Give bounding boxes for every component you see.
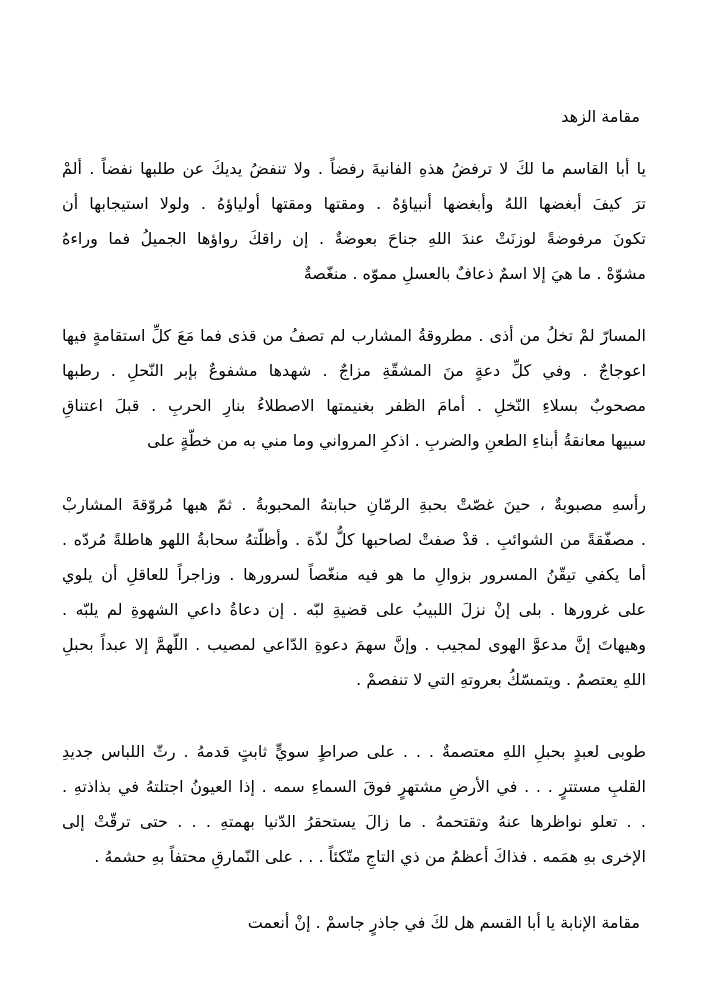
- text-line: ترَ كيفَ أبغضها اللهُ وأبغضها أنبياؤهُ . ومقتها ومقتها أولياؤهُ . ولولا استيجابها أن: [62, 194, 646, 213]
- text-line: . . تعلو نواظرها عنهُ وتقتحمهُ . ما زالَ يستحقرُ الدّنيا بهمتهِ . . . حتى ترقّتْ إلى: [62, 812, 646, 831]
- text-line: مصحوبٌ بسلاءِ النّخلِ . أمامَ الظفر بغنيمتها الاصطلاءُ بنارِ الحربِ . قبلَ اعتناقِ: [62, 396, 646, 415]
- text-line: على غرورها . بلى إنْ نزلَ اللبيبُ على قضيةِ لبّه . إن دعاةُ داعي الشهوةِ لم يلبّه .: [62, 600, 646, 619]
- text-line: القلبِ مستترٍ . . . في الأرضِ مشتهرٍ فوقَ السماءِ سمه . إذا العيونُ اجتلتهُ في بذاذتهِ .: [62, 777, 646, 796]
- text-line: طوبى لعبدٍ بحبلِ اللهِ معتصمةٌ . . . على صراطٍ سويٍّ ثابتٍ قدمهُ . رثّ اللباس جديدِ: [62, 742, 646, 761]
- text-line: الإخرى بهِ همَمه . فذاكَ أعظمُ من ذي التاجِ متّكئاً . . . على النّمارقِ محتفاً بهِ حشمهُ .: [94, 847, 646, 866]
- paragraph-2: [62, 318, 646, 458]
- text-line: مشوّهْ . ما هيَ إلا اسمٌ ذعافٌ بالعسلِ مموّه . منغّصةٌ: [303, 264, 646, 283]
- closing-line: مقامة الإنابة يا أبا القسم هل لكَ في جاذرٍ جاسمْ . إنْ أنعمت: [247, 913, 640, 932]
- paragraph-4: [62, 734, 646, 874]
- paragraph-1: [62, 151, 646, 291]
- text-line: رأسهِ مصبوبةٌ ، حينَ غصّتْ بحبةِ الرمّانِ حبابتهُ المحبوبةُ . ثمّ هبها مُروّقةَ المشاربْ: [62, 495, 646, 514]
- text-line: يا أبا القاسم ما لكَ لا ترفضُ هذهِ الفانيةَ رفضاً . ولا تنفضُ يديكَ عن طلبها نفضاً . ألمْ: [62, 159, 646, 178]
- text-line: أما يكفي تيقّنُ المسرور بزوالِ ما هو فيه منغّصاً لسرورها . وزاجراً للعاقلِ أن يلوي: [62, 565, 646, 584]
- document-heading: مقامة الزهد: [561, 107, 640, 126]
- text-line: تكونَ مرفوضةً لوزنَتْ عندَ اللهِ جناحَ بعوضةٌ . إن راقكَ رواؤها الجميلُ فما وراءهُ: [62, 229, 646, 248]
- text-line: . مصفّقةً من الشوائبِ . قدْ صفتْ لصاحبها كلُّ لذّة . وأظلّتهُ سحابةُ اللهو هاطلةً مُردّه .: [62, 530, 646, 549]
- text-line: سبيها معانقةُ أبناءِ الطعنِ والضربِ . اذكرِ المرواني وما مني به من خطّةٍ على: [147, 431, 646, 450]
- text-line: اللهِ يعتصمُ . ويتمسّكُ بعروتهِ التي لا تنفصمْ .: [356, 670, 646, 689]
- text-line: اعوجاجٌ . وفي كلِّ دعةٍ منَ المشقّةِ مزاجٌ . شهدها مشفوعٌ بإبر النّحلِ . رطبها: [62, 361, 646, 380]
- text-line: وهيهاتَ إنَّ مدعوَّ الهوى لمجيب . وإنَّ سهمَ دعوةِ الدّاعي لمصيب . اللّهمَّ إلا عبداً بحبلِ: [62, 635, 646, 654]
- paragraph-3: [62, 487, 646, 697]
- text-line: المسارّ لمْ تخلُ من أذى . مطروقةُ المشارب لم تصفُ من قذى فما مَعَ كلِّ استقامةٍ فيها: [62, 326, 646, 345]
